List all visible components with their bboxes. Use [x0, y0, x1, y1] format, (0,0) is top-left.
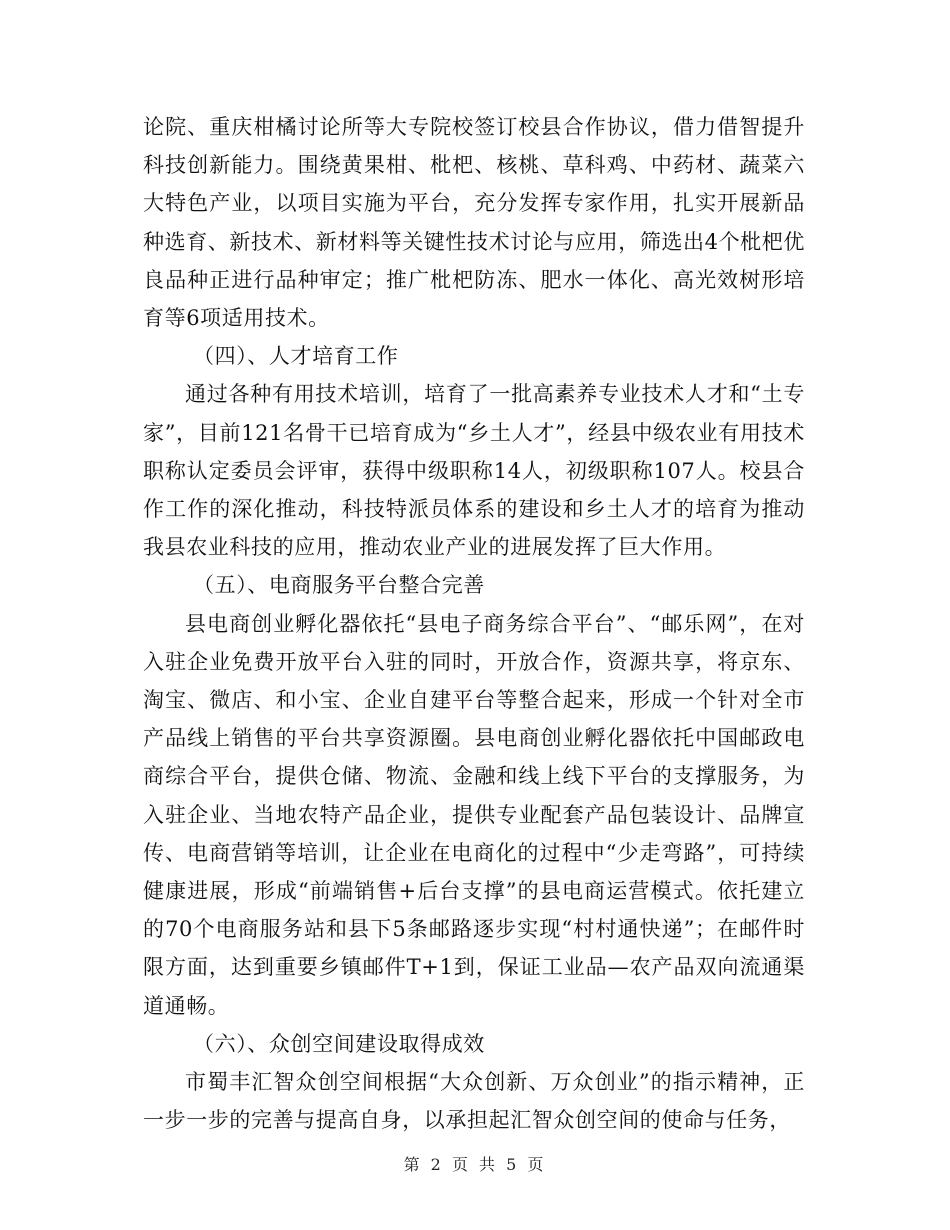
page-footer: [0, 1152, 950, 1175]
section-heading-ecommerce: （五）、电商服务平台整合完善: [193, 573, 485, 598]
section-heading-talent: （四）、人才培育工作: [193, 344, 399, 369]
page-number-label: 第 2 页 共 5 页: [403, 1155, 547, 1174]
paragraph-continuation: 论院、重庆柑橘讨论所等大专院校签订校县合作协议，借力借智提升科技创新能力。围绕黄果柑、枇杷、核桃、草科鸡、中药材、蔬菜六大特色产业，以项目实施为平台，充分发挥专家作用，扎实开展新品种选育、新技术、新材料等关键性技术讨论与应用，筛选出4个枇杷优良品种正进行品种审定；推广枇杷防冻、肥水一体化、高光效树形培育等6项适用技术。: [143, 115, 805, 331]
paragraph-makerspace: 市蜀丰汇智众创空间根据“大众创新、万众创业”的指示精神，正一步一步的完善与提高自身，以承担起汇智众创空间的使命与任务，: [143, 1070, 805, 1133]
document-body: [143, 108, 805, 1139]
paragraph-talent: 通过各种有用技术培训，培育了一批高素养专业技术人才和“土专家”，目前121名骨干已培育成为“乡土人才”，经县中级农业有用技术职称认定委员会评审，获得中级职称14人，初级职称107人。校县合作工作的深化推动，科技特派员体系的建设和乡土人才的培育为推动我县农业科技的应用，推动农业产业的进展发挥了巨大作用。: [143, 382, 805, 560]
section-heading-makerspace: （六）、众创空间建设取得成效: [193, 1031, 485, 1056]
paragraph-ecommerce: 县电商创业孵化器依托“县电子商务综合平台”、“邮乐网”，在对入驻企业免费开放平台入驻的同时，开放合作，资源共享，将京东、淘宝、微店、和小宝、企业自建平台等整合起来，形成一个针对全市产品线上销售的平台共享资源圈。县电商创业孵化器依托中国邮政电商综合平台，提供仓储、物流、金融和线上线下平台的支撑服务，为入驻企业、当地农特产品企业，提供专业配套产品包装设计、品牌宣传、电商营销等培训，让企业在电商化的过程中“少走弯路”，可持续健康进展，形成“前端销售+后台支撑”的县电商运营模式。依托建立的70个电商服务站和县下5条邮路逐步实现“村村通快递”；在邮件时限方面，达到重要乡镇邮件T+1到，保证工业品—农产品双向流通渠道通畅。: [143, 611, 805, 1018]
